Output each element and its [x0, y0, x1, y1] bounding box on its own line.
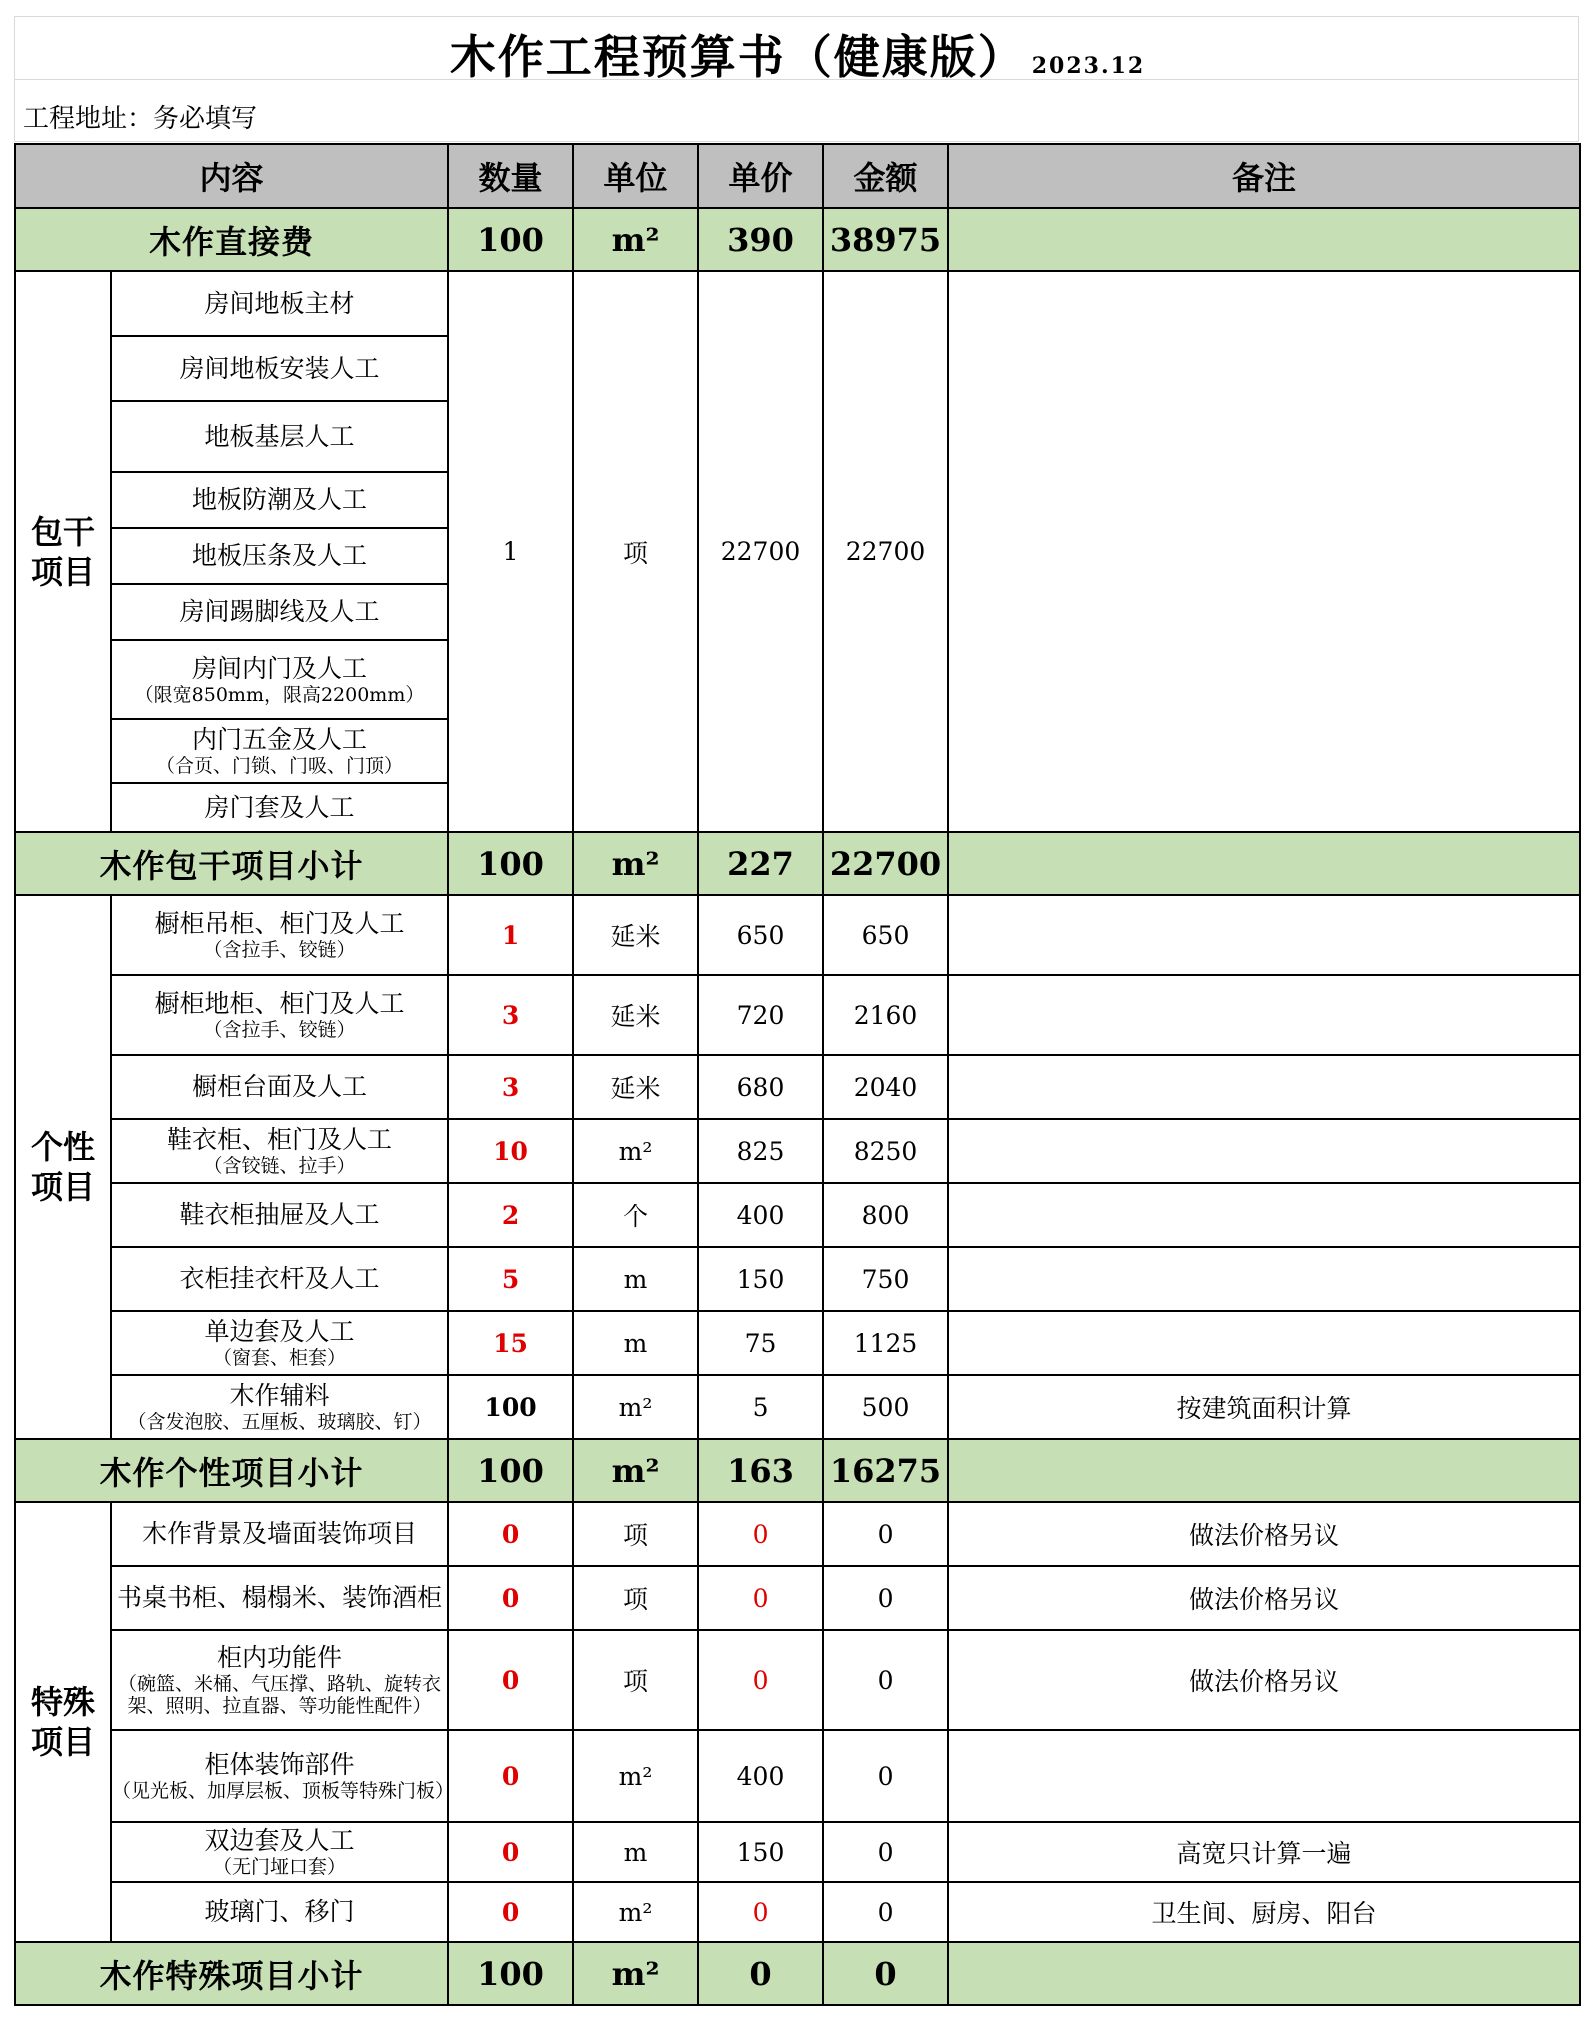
header-note: 备注	[948, 144, 1580, 208]
special-note[interactable]: 卫生间、厨房、阳台	[948, 1882, 1580, 1942]
package-item	[111, 719, 448, 783]
item-detail: （含铰链、拉手）	[203, 1155, 356, 1177]
header-qty: 数量	[448, 144, 573, 208]
custom-row	[15, 1119, 1580, 1183]
item-name: 书桌书柜、榻榻米、装饰酒柜	[117, 1583, 443, 1612]
item-name: 双边套及人工	[204, 1826, 355, 1855]
custom-row	[15, 895, 1580, 975]
item-detail: （无门垭口套）	[213, 1856, 347, 1878]
custom-price[interactable]: 825	[698, 1119, 823, 1183]
package-note[interactable]	[948, 271, 1580, 832]
package-amount[interactable]: 22700	[823, 271, 948, 832]
special-unit[interactable]: 项	[573, 1502, 698, 1566]
special-price[interactable]: 0	[698, 1502, 823, 1566]
package-subtotal-amount[interactable]: 22700	[823, 832, 948, 895]
package-subtotal-price[interactable]: 227	[698, 832, 823, 895]
custom-qty[interactable]: 10	[448, 1119, 573, 1183]
special-note[interactable]: 做法价格另议	[948, 1630, 1580, 1730]
custom-unit[interactable]: m²	[573, 1119, 698, 1183]
custom-note[interactable]	[948, 975, 1580, 1055]
custom-qty[interactable]: 5	[448, 1247, 573, 1311]
item-name: 房门套及人工	[204, 792, 355, 822]
special-item	[111, 1882, 448, 1942]
custom-amount[interactable]: 650	[823, 895, 948, 975]
package-subtotal-qty[interactable]: 100	[448, 832, 573, 895]
custom-item	[111, 1055, 448, 1119]
special-unit[interactable]: 项	[573, 1566, 698, 1630]
custom-price[interactable]: 75	[698, 1311, 823, 1375]
special-subtotal-price[interactable]: 0	[698, 1942, 823, 2005]
special-qty[interactable]: 0	[448, 1566, 573, 1630]
custom-row	[15, 975, 1580, 1055]
custom-unit[interactable]: m	[573, 1311, 698, 1375]
package-subtotal-label: 木作包干项目小计	[15, 832, 448, 895]
item-name: 房间地板安装人工	[179, 353, 380, 383]
custom-item	[111, 975, 448, 1055]
custom-row	[15, 1183, 1580, 1247]
custom-amount[interactable]: 800	[823, 1183, 948, 1247]
custom-amount[interactable]: 1125	[823, 1311, 948, 1375]
item-name: 柜内功能件	[217, 1643, 343, 1672]
special-subtotal-unit[interactable]: m²	[573, 1942, 698, 2005]
item-detail: （见光板、加厚层板、顶板等特殊门板）	[112, 1780, 455, 1802]
custom-note[interactable]	[948, 1311, 1580, 1375]
custom-unit[interactable]: m	[573, 1247, 698, 1311]
special-item	[111, 1630, 448, 1730]
custom-item	[111, 1311, 448, 1375]
custom-note[interactable]	[948, 1055, 1580, 1119]
item-name: 地板防潮及人工	[192, 485, 368, 514]
title-row	[14, 16, 1579, 84]
custom-price[interactable]: 5	[698, 1375, 823, 1439]
package-subtotal-note[interactable]	[948, 832, 1580, 895]
header-content: 内容	[15, 144, 448, 208]
item-name: 木作背景及墙面装饰项目	[142, 1519, 418, 1548]
item-name: 房间地板主材	[204, 288, 355, 318]
special-unit[interactable]: 项	[573, 1630, 698, 1730]
custom-amount[interactable]: 500	[823, 1375, 948, 1439]
address-row	[14, 80, 1579, 142]
special-subtotal-note[interactable]	[948, 1942, 1580, 2005]
special-qty[interactable]: 0	[448, 1630, 573, 1730]
special-amount[interactable]: 0	[823, 1566, 948, 1630]
custom-row	[15, 1311, 1580, 1375]
custom-note[interactable]	[948, 1119, 1580, 1183]
custom-price[interactable]: 720	[698, 975, 823, 1055]
custom-note[interactable]	[948, 895, 1580, 975]
special-row	[15, 1502, 1580, 1566]
custom-row	[15, 1247, 1580, 1311]
custom-amount[interactable]: 2040	[823, 1055, 948, 1119]
special-note[interactable]	[948, 1730, 1580, 1822]
special-qty[interactable]: 0	[448, 1882, 573, 1942]
package-qty[interactable]: 1	[448, 271, 573, 832]
custom-item	[111, 1247, 448, 1311]
item-name: 橱柜吊柜、柜门及人工	[154, 909, 405, 938]
direct-fee-unit[interactable]: m²	[573, 208, 698, 271]
special-row	[15, 1822, 1580, 1882]
item-name: 内门五金及人工	[192, 725, 368, 754]
header-row	[15, 144, 1580, 208]
custom-subtotal-price[interactable]: 163	[698, 1439, 823, 1502]
custom-qty[interactable]: 3	[448, 1055, 573, 1119]
custom-category: 个性 项目	[15, 895, 111, 1439]
package-item	[111, 640, 448, 719]
item-name: 橱柜地柜、柜门及人工	[154, 989, 405, 1018]
package-item	[111, 783, 448, 832]
header-price: 单价	[698, 144, 823, 208]
title-text: 木作工程预算书（健康版）	[449, 30, 1026, 84]
special-row	[15, 1882, 1580, 1942]
custom-price[interactable]: 400	[698, 1183, 823, 1247]
package-subtotal-unit[interactable]: m²	[573, 832, 698, 895]
package-section	[15, 271, 1580, 832]
item-detail: （含拉手、铰链）	[203, 1019, 356, 1041]
item-detail: （限宽850mm，限高2200mm）	[134, 683, 425, 706]
custom-item	[111, 1119, 448, 1183]
item-name: 橱柜台面及人工	[192, 1072, 368, 1101]
address[interactable]: 工程地址：务必填写	[23, 104, 258, 134]
item-name: 地板压条及人工	[192, 541, 368, 570]
custom-section	[15, 895, 1580, 1439]
special-price[interactable]: 150	[698, 1822, 823, 1882]
custom-item	[111, 1183, 448, 1247]
item-name: 木作辅料	[229, 1381, 330, 1410]
page-title	[15, 21, 1580, 87]
special-note[interactable]: 做法价格另议	[948, 1566, 1580, 1630]
custom-qty[interactable]: 15	[448, 1311, 573, 1375]
special-unit[interactable]: m²	[573, 1730, 698, 1822]
special-qty[interactable]: 0	[448, 1730, 573, 1822]
item-name: 柜体装饰部件	[204, 1750, 355, 1779]
special-price[interactable]: 0	[698, 1882, 823, 1942]
item-detail: （含拉手、铰链）	[203, 939, 356, 961]
custom-row	[15, 1375, 1580, 1439]
special-item	[111, 1730, 455, 1822]
custom-unit[interactable]: m²	[573, 1375, 698, 1439]
package-subtotal-row	[15, 832, 1580, 895]
item-name: 房间内门及人工	[192, 653, 368, 683]
custom-price[interactable]: 150	[698, 1247, 823, 1311]
special-subtotal-qty[interactable]: 100	[448, 1942, 573, 2005]
special-row	[15, 1630, 1580, 1730]
special-amount[interactable]: 0	[823, 1630, 948, 1730]
special-unit[interactable]: m²	[573, 1882, 698, 1942]
custom-row	[15, 1055, 1580, 1119]
special-unit[interactable]: m	[573, 1822, 698, 1882]
direct-fee-qty[interactable]: 100	[448, 208, 573, 271]
custom-unit[interactable]: 延米	[573, 895, 698, 975]
item-name: 衣柜挂衣杆及人工	[179, 1264, 380, 1293]
package-unit[interactable]: 项	[573, 271, 698, 832]
special-qty[interactable]: 0	[448, 1502, 573, 1566]
special-amount[interactable]: 0	[823, 1882, 948, 1942]
special-qty[interactable]: 0	[448, 1822, 573, 1882]
custom-subtotal-note[interactable]	[948, 1439, 1580, 1502]
custom-subtotal-qty[interactable]: 100	[448, 1439, 573, 1502]
special-item	[111, 1822, 448, 1882]
special-section	[15, 1502, 1580, 1942]
item-name: 玻璃门、移门	[204, 1897, 355, 1926]
special-note[interactable]: 高宽只计算一遍	[948, 1822, 1580, 1882]
custom-qty[interactable]: 3	[448, 975, 573, 1055]
special-subtotal-row	[15, 1942, 1580, 2005]
package-price[interactable]: 22700	[698, 271, 823, 832]
custom-qty[interactable]: 100	[448, 1375, 573, 1439]
package-item	[111, 584, 448, 640]
special-item	[111, 1502, 448, 1566]
special-amount[interactable]: 0	[823, 1502, 948, 1566]
package-item	[111, 336, 448, 401]
custom-note[interactable]	[948, 1247, 1580, 1311]
custom-amount[interactable]: 750	[823, 1247, 948, 1311]
special-row	[15, 1566, 1580, 1630]
special-row	[15, 1730, 1580, 1822]
special-item	[111, 1566, 448, 1630]
header-unit: 单位	[573, 144, 698, 208]
custom-subtotal-row	[15, 1439, 1580, 1502]
custom-qty[interactable]: 2	[448, 1183, 573, 1247]
direct-fee-label: 木作直接费	[15, 208, 448, 271]
custom-unit[interactable]: 延米	[573, 975, 698, 1055]
direct-fee-price[interactable]: 390	[698, 208, 823, 271]
special-price[interactable]: 0	[698, 1566, 823, 1630]
custom-qty[interactable]: 1	[448, 895, 573, 975]
direct-fee-amount[interactable]: 38975	[823, 208, 948, 271]
special-price[interactable]: 400	[698, 1730, 823, 1822]
special-amount[interactable]: 0	[823, 1730, 948, 1822]
item-detail: （碗篮、米桶、气压撑、路轨、旋转衣架、照明、拉直器、等功能性配件）	[118, 1673, 442, 1717]
item-detail: （窗套、柜套）	[213, 1347, 347, 1369]
custom-price[interactable]: 650	[698, 895, 823, 975]
custom-amount[interactable]: 2160	[823, 975, 948, 1055]
budget-table	[14, 143, 1581, 2006]
item-detail: （合页、门锁、门吸、门顶）	[156, 755, 404, 777]
special-subtotal-amount[interactable]: 0	[823, 1942, 948, 2005]
package-category: 包干 项目	[15, 271, 111, 832]
special-note[interactable]: 做法价格另议	[948, 1502, 1580, 1566]
package-item	[111, 271, 448, 336]
custom-item	[111, 1375, 448, 1439]
direct-fee-note[interactable]	[948, 208, 1580, 271]
package-item	[111, 472, 448, 528]
custom-note[interactable]	[948, 1183, 1580, 1247]
package-item	[111, 401, 448, 472]
date: 2023.12	[1031, 53, 1146, 79]
custom-subtotal-amount[interactable]: 16275	[823, 1439, 948, 1502]
custom-subtotal-label: 木作个性项目小计	[15, 1439, 448, 1502]
item-name: 鞋衣柜、柜门及人工	[167, 1125, 393, 1154]
custom-amount[interactable]: 8250	[823, 1119, 948, 1183]
package-row	[15, 271, 1580, 336]
custom-item	[111, 895, 448, 975]
custom-unit[interactable]: 个	[573, 1183, 698, 1247]
direct-fee-row	[15, 208, 1580, 271]
item-name: 鞋衣柜抽屉及人工	[179, 1200, 380, 1229]
custom-note[interactable]: 按建筑面积计算	[948, 1375, 1580, 1439]
special-price[interactable]: 0	[698, 1630, 823, 1730]
item-name: 地板基层人工	[204, 421, 355, 451]
special-category: 特殊 项目	[15, 1502, 111, 1942]
item-name: 单边套及人工	[204, 1317, 355, 1346]
custom-price[interactable]: 680	[698, 1055, 823, 1119]
special-amount[interactable]: 0	[823, 1822, 948, 1882]
special-subtotal-label: 木作特殊项目小计	[15, 1942, 448, 2005]
custom-subtotal-unit[interactable]: m²	[573, 1439, 698, 1502]
header-amount: 金额	[823, 144, 948, 208]
item-detail: （含发泡胶、五厘板、玻璃胶、钉）	[127, 1411, 432, 1433]
item-name: 房间踢脚线及人工	[179, 597, 380, 626]
package-item	[111, 528, 448, 584]
custom-unit[interactable]: 延米	[573, 1055, 698, 1119]
